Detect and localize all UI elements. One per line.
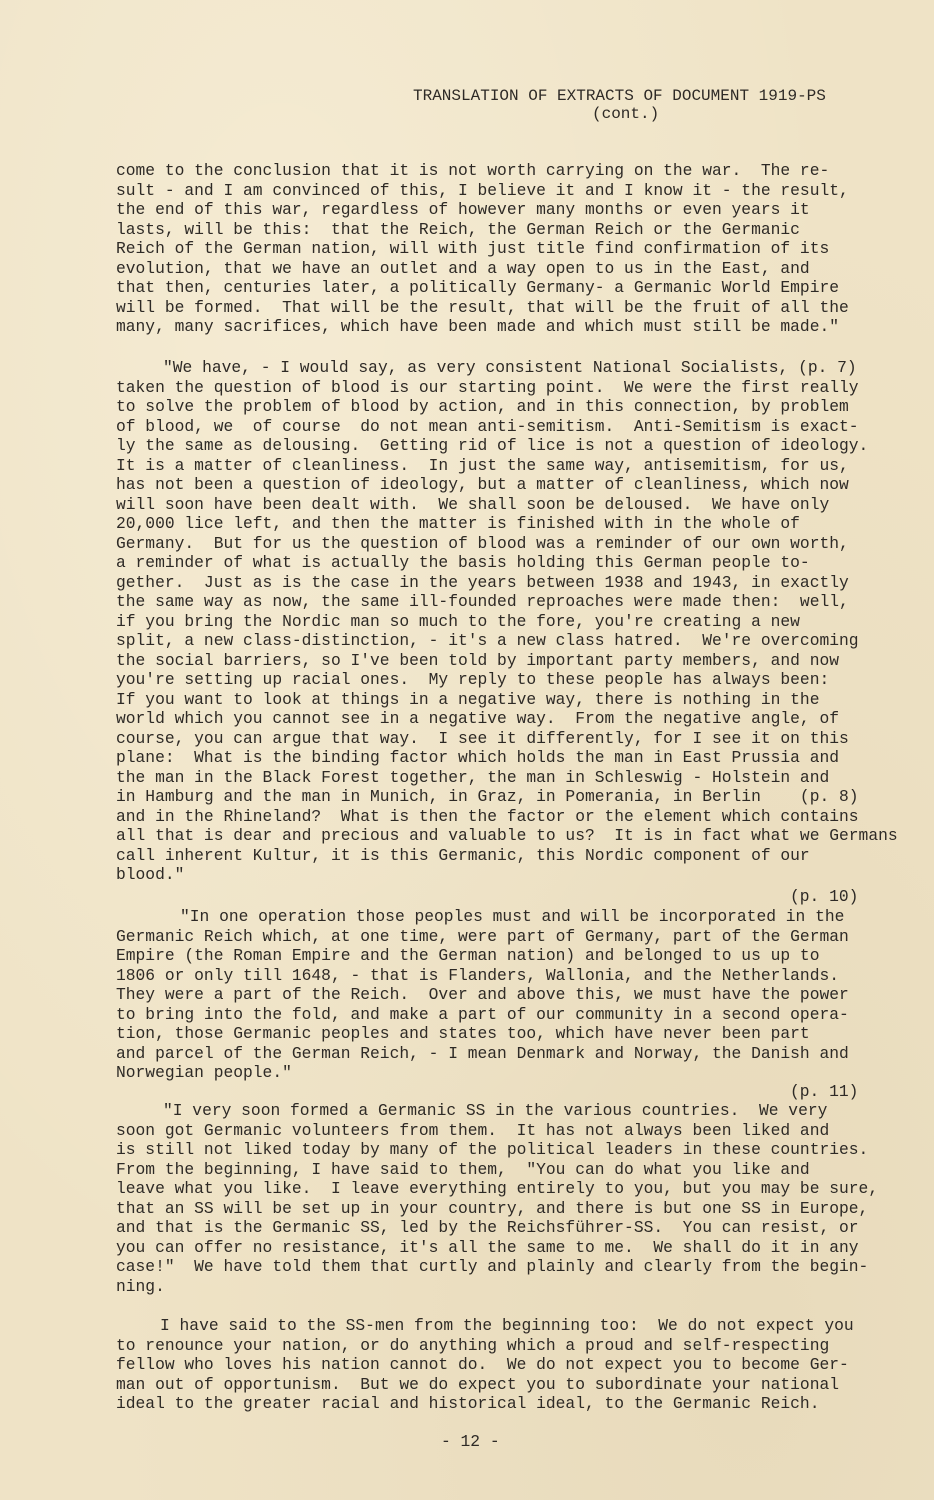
paragraph-line: leave what you like. I leave everything entirely to you, but you may be sure,: [116, 1179, 879, 1198]
paragraph-line: plane: What is the binding factor which holds the man in East Prussia and: [116, 748, 840, 767]
paragraph-line: to renounce your nation, or do anything which a proud and self-respecting: [116, 1335, 830, 1355]
paragraph-line: come to the conclusion that it is not worth carrying on the war. The re-: [116, 161, 830, 180]
paragraph-line: that then, centuries later, a politically Germany- a Germanic World Empire: [116, 278, 840, 297]
paragraph-line: man out of opportunism. But we do expect you to subordinate your national: [116, 1374, 840, 1394]
paragraph-line: all that is dear and precious and valuable to us? It is in fact what we Germans: [116, 826, 898, 845]
paragraph-line: call inherent Kultur, it is this Germanic, this Nordic component of our: [116, 845, 810, 865]
paragraph-line: blood.": [116, 865, 185, 884]
paragraph-line: of blood, we of course do not mean anti-semitism. Anti-Semitism is exact-: [116, 416, 859, 436]
paragraph-line: lasts, will be this: that the Reich, the German Reich or the Germanic: [116, 219, 800, 239]
paragraph-line: if you bring the Nordic man so much to the fore, you're creating a new: [116, 611, 800, 631]
paragraph-line: Germanic Reich which, at one time, were part of Germany, part of the German: [116, 926, 849, 946]
paragraph-line: is still not liked today by many of the political leaders in these countries.: [116, 1140, 869, 1159]
page-number: - 12 -: [441, 1432, 500, 1451]
paragraph-line: and parcel of the German Reich, - I mean Denmark and Norway, the Danish and: [116, 1043, 849, 1063]
paragraph-line: the same way as now, the same ill-founded reproaches were made then: well,: [116, 592, 849, 611]
paragraph-line: taken the question of blood is our starting point. We were the first really: [116, 377, 859, 397]
paragraph-line: Germany. But for us the question of blood was a reminder of our own worth,: [116, 533, 849, 553]
paragraph-line: a reminder of what is actually the basis holding this German people to-: [116, 553, 810, 572]
paragraph-line: that an SS will be set up in your country, and there is but one SS in Europe,: [116, 1198, 869, 1218]
paragraph-line: Norwegian people.": [116, 1063, 292, 1082]
paragraph-line: Reich of the German nation, will with just title find confirmation of its: [116, 239, 830, 258]
paragraph-line: and that is the Germanic SS, led by the Reichsführer-SS. You can resist, or: [116, 1218, 859, 1237]
paragraph-line: tion, those Germanic peoples and states too, which have never been part: [116, 1024, 810, 1043]
paragraph-line: you're setting up racial ones. My reply to these people has always been:: [116, 670, 830, 689]
paragraph-line: to solve the problem of blood by action, and in this connection, by problem: [116, 397, 849, 416]
paragraph-line: 1806 or only till 1648, - that is Flanders, Wallonia, and the Netherlands.: [116, 965, 840, 985]
paragraph-line: If you want to look at things in a negative way, there is nothing in the: [116, 689, 820, 709]
paragraph-line: many, many sacrifices, which have been made and which must still be made.": [116, 317, 840, 336]
paragraph-line: From the beginning, I have said to them, "You can do what you like and: [116, 1159, 810, 1179]
paragraph-line: fellow who loves his nation cannot do. We do not expect you to become Ger-: [116, 1355, 849, 1374]
paragraph-line: evolution, that we have an outlet and a way open to us in the East, and: [116, 258, 810, 278]
paragraph-line: will be formed. That will be the result, that will be the fruit of all the: [116, 297, 849, 317]
paragraph-line: 20,000 lice left, and then the matter is finished with in the whole of: [116, 514, 800, 533]
document-title: TRANSLATION OF EXTRACTS OF DOCUMENT 1919-PS: [413, 87, 826, 105]
paragraph-line: I have said to the SS-men from the beginning too: We do not expect you: [160, 1316, 854, 1335]
paragraph-line: course, you can argue that way. I see it differently, for I see it on this: [116, 728, 849, 748]
page-reference: (p. 11): [790, 1082, 859, 1101]
paragraph-line: split, a new class-distinction, - it's a new class hatred. We're overcoming: [116, 631, 859, 650]
paragraph-line: ning.: [116, 1276, 165, 1296]
paragraph-line: "We have, - I would say, as very consistent National Socialists, (p. 7): [163, 358, 857, 377]
page-reference: (p. 10): [790, 887, 859, 906]
paragraph-line: in Hamburg and the man in Munich, in Graz, in Pomerania, in Berlin (p. 8): [116, 787, 859, 806]
paragraph-line: to bring into the fold, and make a part of our community in a second opera-: [116, 1004, 849, 1024]
paragraph-line: the social barriers, so I've been told by important party members, and now: [116, 650, 840, 670]
paragraph-line: Empire (the Roman Empire and the German nation) and belonged to us up to: [116, 946, 820, 965]
paragraph-line: will soon have been dealt with. We shall soon be deloused. We have only: [116, 494, 830, 514]
paragraph-line: sult - and I am convinced of this, I believe it and I know it - the result,: [116, 180, 849, 200]
paragraph-line: the end of this war, regardless of however many months or even years it: [116, 200, 810, 219]
paragraph-line: you can offer no resistance, it's all the same to me. We shall do it in any: [116, 1237, 859, 1257]
paragraph-line: It is a matter of cleanliness. In just the same way, antisemitism, for us,: [116, 455, 849, 475]
paragraph-line: the man in the Black Forest together, the man in Schleswig - Holstein and: [116, 767, 830, 787]
paragraph-line: gether. Just as is the case in the years between 1938 and 1943, in exactly: [116, 572, 849, 592]
paragraph-line: world which you cannot see in a negative way. From the negative angle, of: [116, 709, 840, 728]
paragraph-line: They were a part of the Reich. Over and above this, we must have the power: [116, 985, 849, 1004]
paragraph-line: soon got Germanic volunteers from them. It has not always been liked and: [116, 1120, 830, 1140]
paragraph-line: has not been a question of ideology, but a matter of cleanliness, which now: [116, 475, 849, 494]
paragraph-line: ly the same as delousing. Getting rid of lice is not a question of ideology.: [116, 436, 869, 455]
paragraph-line: ideal to the greater racial and historical ideal, to the Germanic Reich.: [116, 1394, 820, 1413]
paragraph-line: case!" We have told them that curtly and plainly and clearly from the begin-: [116, 1257, 869, 1276]
paragraph-line: "I very soon formed a Germanic SS in the various countries. We very: [163, 1101, 828, 1120]
paragraph-line: and in the Rhineland? What is then the factor or the element which contains: [116, 806, 859, 826]
paragraph-line: "In one operation those peoples must and will be incorporated in the: [180, 907, 845, 926]
document-subtitle: (cont.): [592, 105, 660, 123]
